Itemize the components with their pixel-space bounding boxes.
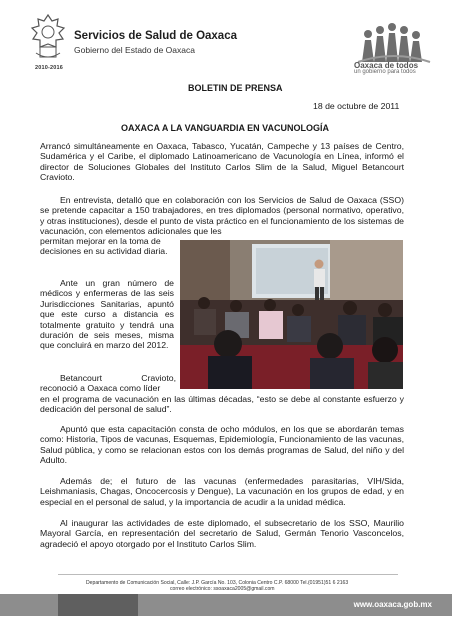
letterhead [0,0,452,80]
paragraph-6: Además de; el futuro de las vacunas (enfermedades parasitarias, VIH/Sida, Leishmaniasis, Chagas, Oncocercosis y Dengue), La vacunación en los grupos de edad, y en especial en el personal de salud, y la importancia de acudir a la unidad médica. [40,476,404,507]
paragraph-2-tail-1: permitan mejorar en la toma de [40,236,161,246]
right-logo-line1: Oaxaca de todos [354,61,419,70]
paragraph-2: En entrevista, detalló que en colaboración con los Servicios de Salud de Oaxaca (SSO) se pretende capacitar a 150 trabajadores, en tres diplomados (personal normativo, operativo, y otras instituciones), desde el punto de vista práctico en el funcionamiento de los sistemas de vacunación, con elementos adicionales que les [40,195,404,237]
footer-email: correo electrónico: ssoaxaca2005@gmail.com [170,586,275,592]
years-label: 2010-2016 [34,65,64,71]
right-logo-line2: un gobierno para todos [354,69,416,75]
date: 18 de octubre de 2011 [313,101,400,111]
paragraph-4-end: en el programa de vacunación en las últimas décadas, “esto se debe al constante esfuerzo y dedicación del personal de salud”. [40,394,404,415]
footer-address: Departamento de Comunicación Social, Calle: J.P. García No. 103, Colonia Centro C.P. 68000 Tel.(01951)51 6 2163 [86,580,349,586]
footer-url: www.oaxaca.gob.mx [353,600,432,609]
classroom-photo [180,240,403,389]
people-silhouettes-logo-icon [356,22,432,64]
org-subtitle: Gobierno del Estado de Oaxaca [74,45,195,55]
paragraph-3: Ante un gran número de médicos y enfermeras de las seis Jurisdicciones Sanitarias, apuntó que este curso a distancia es totalmente gratuito y tendrá una duración de seis meses, misma que concluirá en marzo del 2012. [40,278,174,351]
bulletin-title: BOLETIN DE PRENSA [188,83,283,93]
paragraph-1: Arrancó simultáneamente en Oaxaca, Tabasco, Yucatán, Campeche y 13 países de Centro, Sudamérica y el Caribe, el diplomado Latinoamericano de Vacunología en Línea, informó el director de Soluciones Globales del Instituto Carlos Slim de la Salud, Miguel Betancourt Cravioto. [40,141,404,183]
footer-divider [58,574,398,575]
paragraph-2-tail-2: decisiones en su actividad diaria. [40,246,168,256]
paragraph-7: Al inaugurar las actividades de este diplomado, el subsecretario de los SSO, Maurilio Mayoral García, en representación del secretario de Salud, Germán Tenorio Vasconcelos, agradeció el apoyo otorgado por el Instituto Carlos Slim. [40,518,404,549]
paragraph-4-start: Betancourt Cravioto, reconoció a Oaxaca como líder [40,373,176,394]
headline: OAXACA A LA VANGUARDIA EN VACUNOLOGÍA [121,123,329,133]
paragraph-5: Apuntó que esta capacitación consta de ocho módulos, en los que se abordarán temas como: Historia, Tipos de vacunas, Esquemas, Epidemiología, Funcionamiento de las vacunas, Salud pública, y como se relacionan estos con los demás programas de Salud, del niño y del Adulto. [40,424,404,466]
org-name: Servicios de Salud de Oaxaca [74,30,237,42]
state-seal-icon [28,13,68,61]
footer-bar-accent [58,594,138,616]
